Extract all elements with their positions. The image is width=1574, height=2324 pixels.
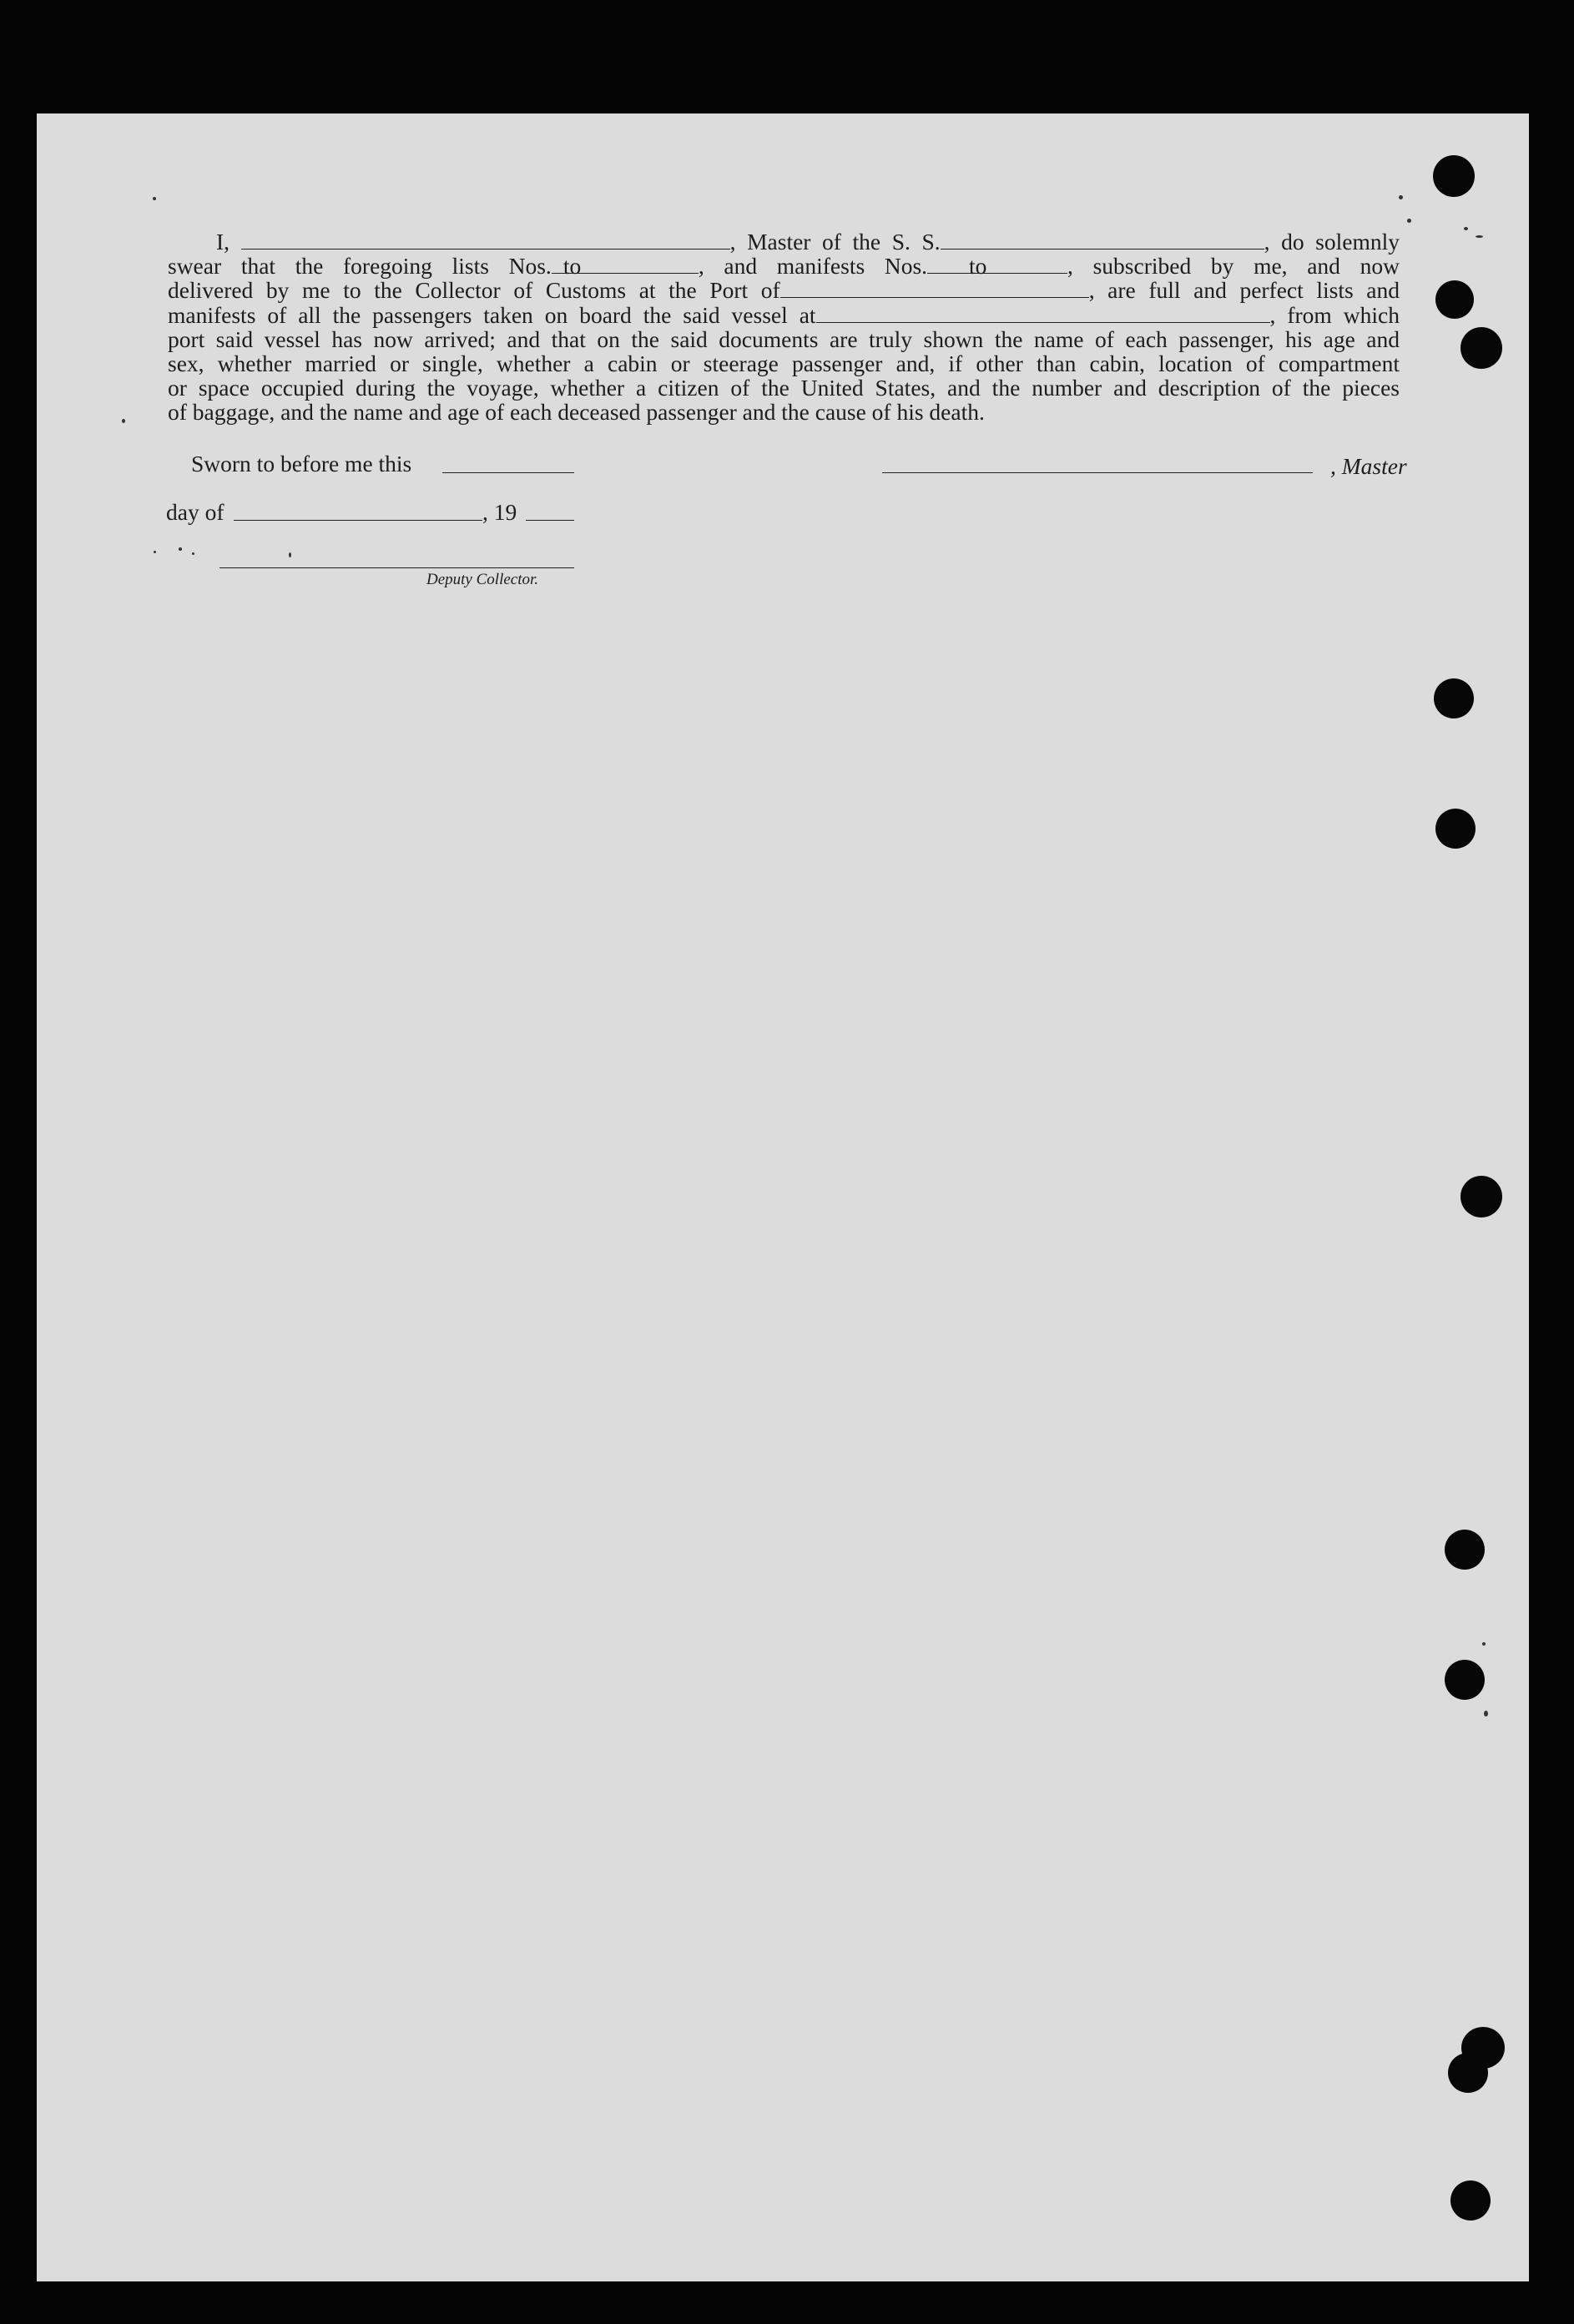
port-blank: [780, 279, 1089, 298]
name-blank: [241, 230, 730, 250]
vessel-blank: [941, 230, 1264, 250]
deputy-signature-line: [219, 567, 574, 568]
punch-hole: [1445, 1530, 1485, 1570]
scan-speck: [192, 552, 194, 555]
lists-from-blank: [552, 253, 625, 279]
oath-text: , are full and perfect lists and: [1088, 277, 1400, 304]
scan-speck: [1476, 235, 1483, 238]
scan-speck: [154, 551, 156, 553]
form-page: [37, 113, 1529, 2281]
punch-hole: [1448, 2053, 1488, 2093]
oath-line-8: of baggage, and the name and age of each deceased passenger and the cause of his death.: [168, 399, 985, 426]
lists-to-blank: [625, 255, 699, 274]
oath-line-2: [168, 254, 1400, 278]
punch-hole: [1450, 2180, 1491, 2221]
master-label: , Master: [1330, 453, 1407, 479]
oath-line-3: [168, 278, 1400, 302]
oath-text: , from which: [1269, 301, 1400, 328]
scan-speck: [179, 547, 182, 551]
manifests-to-blank: [1002, 255, 1067, 274]
oath-text: , subscribed by me, and now: [1067, 253, 1400, 280]
oath-line-7: or space occupied during the voyage, whether a citizen of the United States, and the number and description of the pieces: [168, 375, 1400, 401]
day-of-label: day of: [166, 499, 224, 525]
punch-hole: [1435, 809, 1476, 849]
oath-text: to: [563, 253, 582, 279]
oath-text: I,: [216, 229, 230, 255]
punch-hole: [1445, 1660, 1485, 1700]
scan-speck: [153, 197, 156, 200]
oath-line-4: [168, 303, 1400, 327]
oath-text: , Master of the S. S.: [729, 229, 941, 255]
oath-text: swear that the foregoing lists Nos.: [168, 253, 552, 280]
oath-line-6: sex, whether married or single, whether a cabin or steerage passenger and, if other than cabin, location of compartment: [168, 350, 1400, 377]
scan-speck: [122, 419, 125, 423]
oath-paragraph: [168, 229, 1400, 425]
punch-hole: [1433, 155, 1475, 197]
oath-line-5: port said vessel has now arrived; and that on the said documents are truly shown the name of each passenger, his age and: [168, 325, 1400, 352]
scan-speck: [1482, 1642, 1486, 1646]
manifests-from-blank: [927, 253, 1002, 279]
oath-text: , and manifests Nos.: [698, 253, 928, 280]
sworn-day-line: [442, 472, 574, 473]
month-line: [234, 520, 482, 521]
punch-hole: [1435, 280, 1474, 319]
punch-hole: [1460, 327, 1502, 369]
scan-speck: [289, 552, 291, 557]
punch-hole: [1460, 1176, 1502, 1217]
oath-text: manifests of all the passengers taken on board the said vessel at: [168, 301, 816, 328]
master-signature-line: [882, 472, 1313, 473]
oath-line-1: [168, 229, 1400, 254]
punch-hole: [1434, 678, 1474, 718]
departure-port-blank: [816, 304, 1270, 323]
oath-text: , do solemnly: [1264, 229, 1400, 255]
scan-speck: [1464, 227, 1468, 230]
oath-text: delivered by me to the Collector of Customs at the Port of: [168, 277, 780, 304]
deputy-collector-label: Deputy Collector.: [426, 571, 539, 588]
sworn-label: Sworn to before me this: [191, 451, 412, 476]
scan-speck: [1399, 195, 1403, 199]
scan-speck: [1484, 1711, 1488, 1717]
scan-speck: [1407, 219, 1411, 223]
year-line: [526, 520, 574, 521]
year-label: , 19: [482, 499, 517, 525]
oath-text: to: [969, 253, 987, 279]
